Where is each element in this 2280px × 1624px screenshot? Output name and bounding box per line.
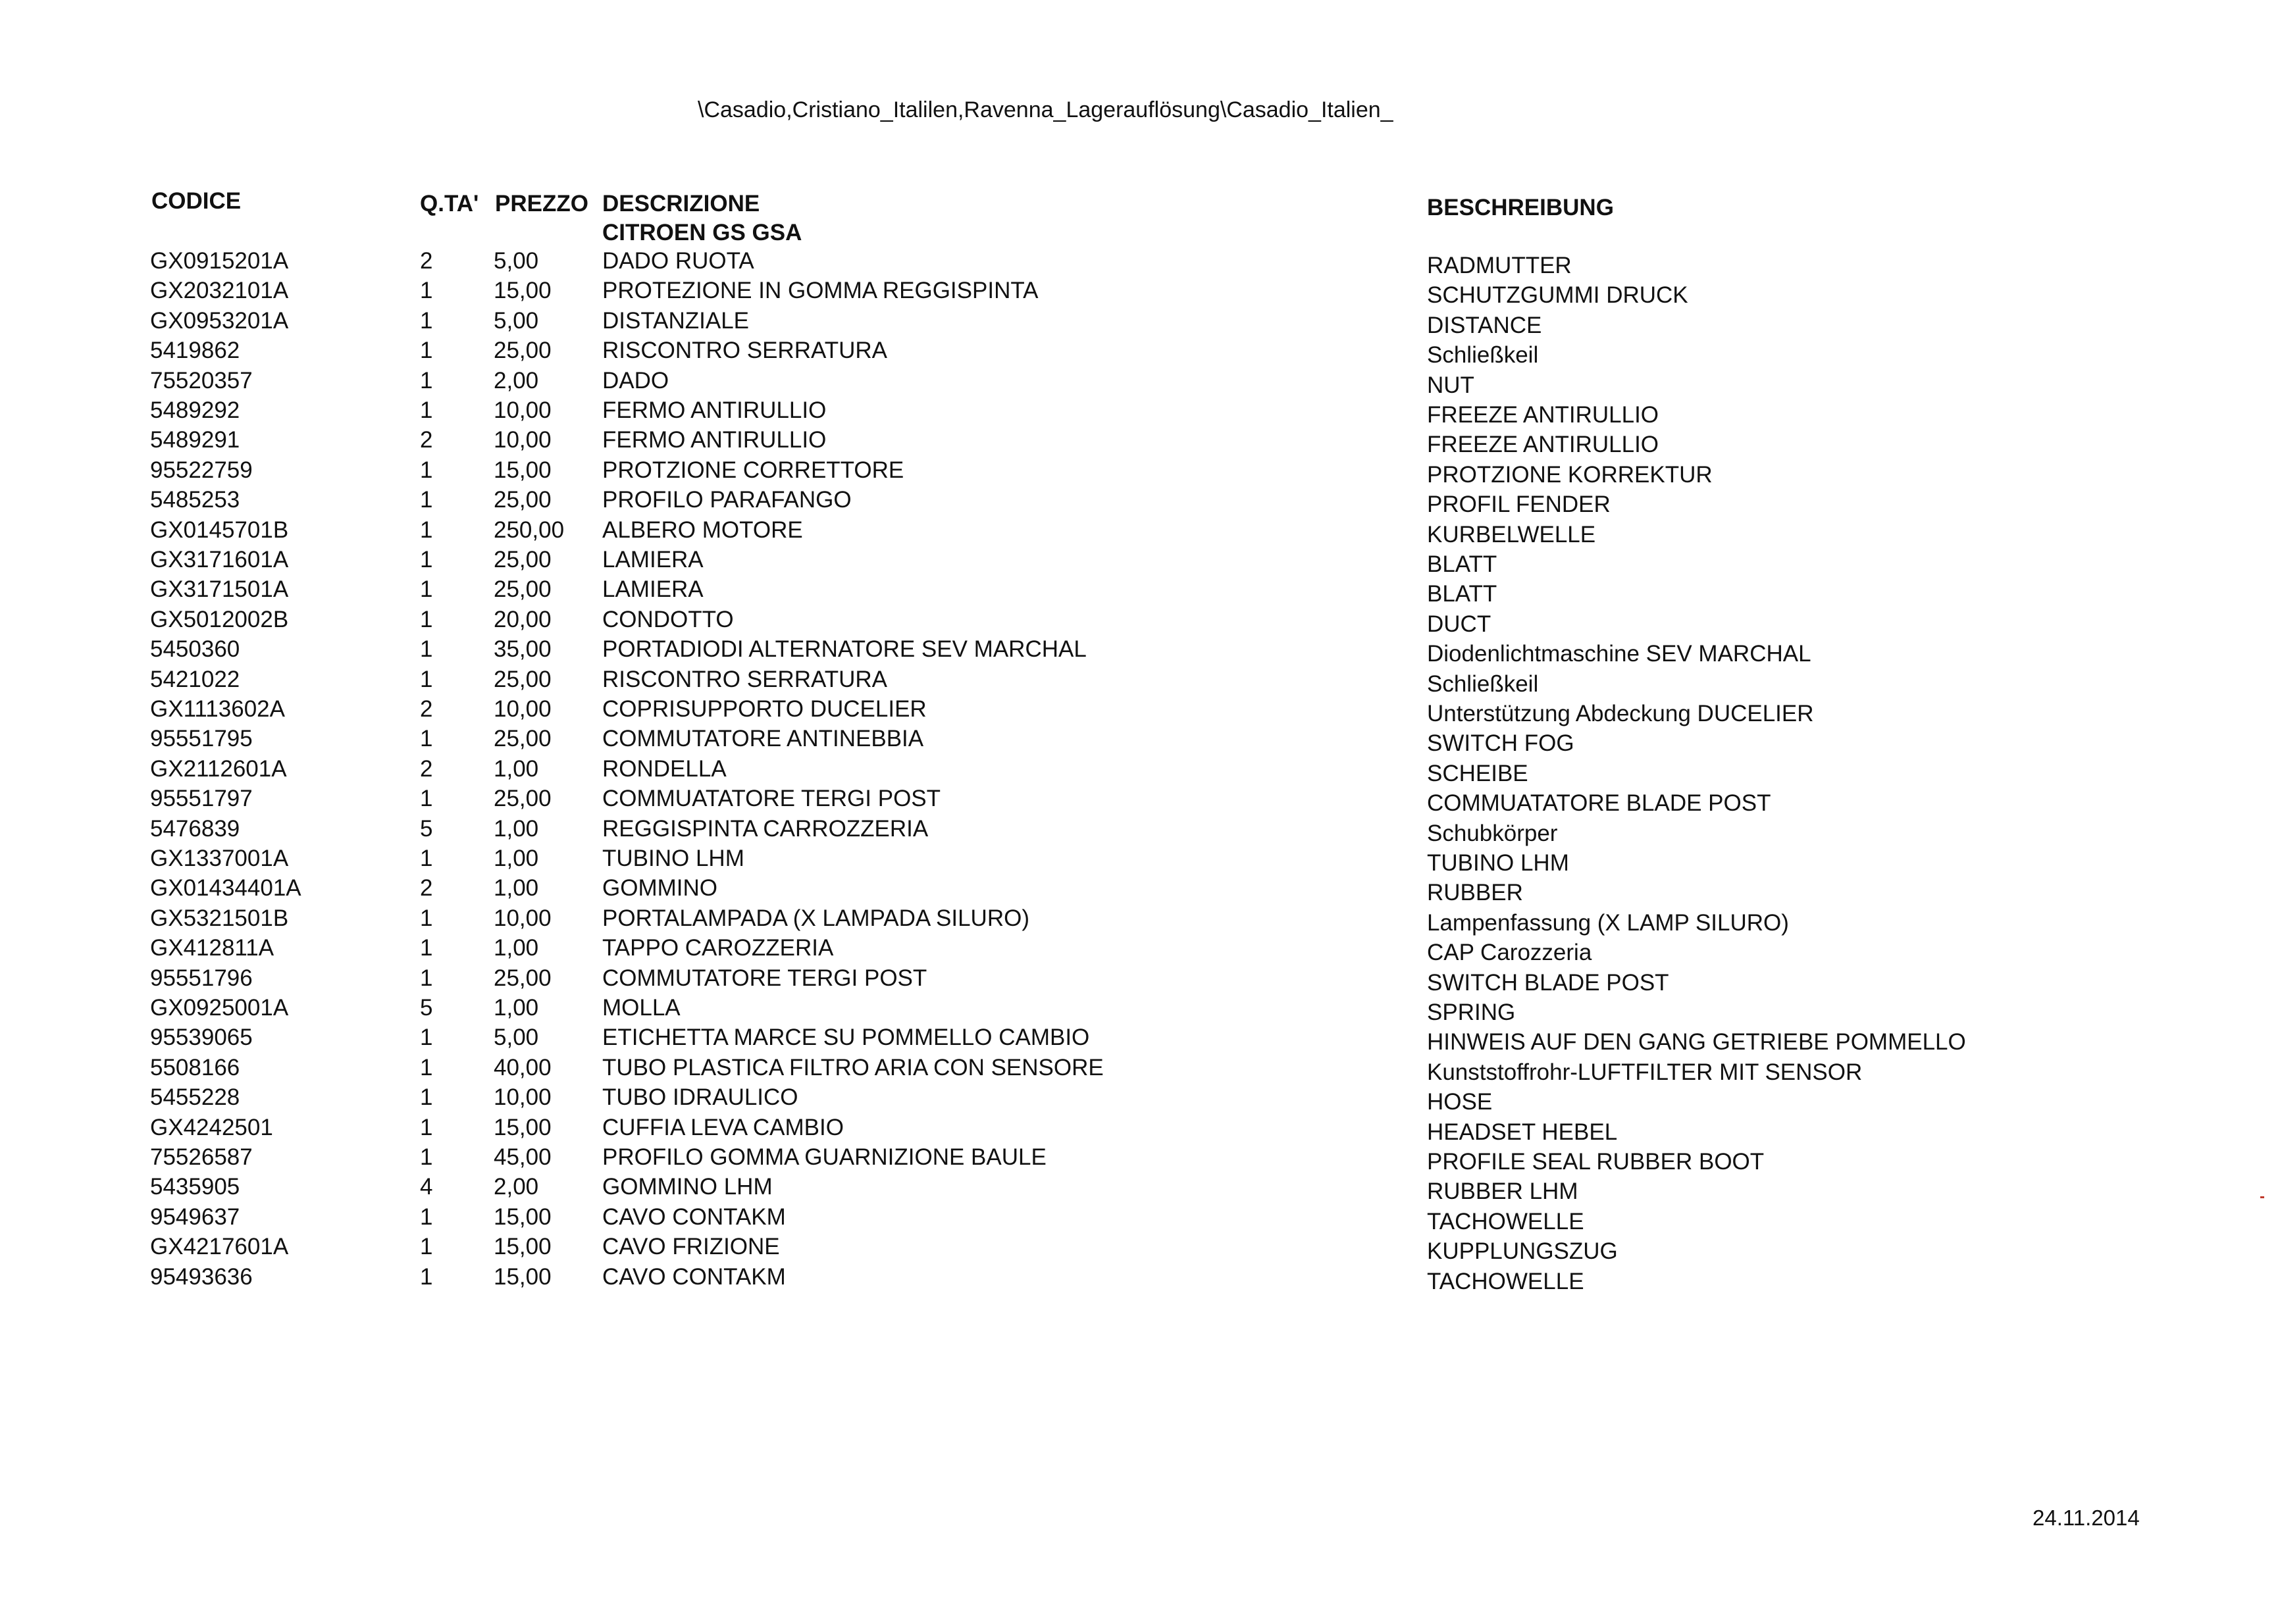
- description-de: Schubkörper: [1427, 820, 1558, 846]
- price: 1,00: [494, 846, 539, 871]
- description-it: PORTADIODI ALTERNATORE SEV MARCHAL: [602, 636, 1087, 663]
- description-de: SWITCH BLADE POST: [1427, 969, 1669, 996]
- description-de: DUCT: [1427, 611, 1491, 637]
- description-de: Kunststoffrohr-LUFTFILTER MIT SENSOR: [1427, 1059, 1863, 1085]
- description-it: TUBO PLASTICA FILTRO ARIA CON SENSORE: [602, 1054, 1104, 1080]
- description-it: DISTANZIALE: [602, 307, 750, 334]
- price: 15,00: [494, 1263, 552, 1290]
- description-de: Diodenlichtmaschine SEV MARCHAL: [1427, 641, 1811, 667]
- part-code: 95551797: [150, 786, 253, 812]
- table-row: [0, 306, 2280, 336]
- description-de: COMMUATATORE BLADE POST: [1427, 790, 1771, 817]
- table-row: [0, 336, 2280, 368]
- price: 1,00: [494, 995, 539, 1021]
- description-it: DADO: [602, 367, 669, 393]
- description-it: ALBERO MOTORE: [602, 517, 803, 543]
- document-path-header: \Casadio,Cristiano_Italilen,Ravenna_Lagerauflösung\Casadio_Italien_: [698, 97, 1393, 122]
- quantity: 1: [420, 367, 433, 393]
- part-code: GX5321501B: [150, 905, 289, 931]
- price: 15,00: [494, 278, 552, 304]
- price: 250,00: [494, 517, 565, 543]
- part-code: 95493636: [150, 1263, 253, 1290]
- quantity: 2: [420, 248, 433, 274]
- table-row: [0, 963, 2280, 996]
- description-de: TACHOWELLE: [1427, 1268, 1584, 1294]
- price: 25,00: [494, 726, 552, 752]
- part-code: GX412811A: [150, 935, 274, 961]
- quantity: 2: [420, 696, 433, 722]
- description-de: KUPPLUNGSZUG: [1427, 1238, 1618, 1265]
- description-de: RADMUTTER: [1427, 253, 1572, 278]
- quantity: 5: [420, 995, 433, 1021]
- description-de: TUBINO LHM: [1427, 850, 1569, 876]
- quantity: 1: [420, 905, 433, 931]
- description-it: DADO RUOTA: [602, 248, 754, 274]
- price: 15,00: [494, 1204, 552, 1230]
- description-de: HOSE: [1427, 1089, 1493, 1115]
- quantity: 1: [420, 786, 433, 812]
- quantity: 1: [420, 726, 433, 752]
- part-code: GX1337001A: [150, 846, 289, 871]
- quantity: 1: [420, 965, 433, 991]
- description-de: KURBELWELLE: [1427, 521, 1596, 547]
- table-row: [0, 485, 2280, 518]
- table-row: [0, 1232, 2280, 1265]
- price: 25,00: [494, 965, 552, 991]
- price: 25,00: [494, 487, 552, 513]
- description-it: TUBO IDRAULICO: [602, 1084, 798, 1111]
- part-code: GX3171601A: [150, 547, 289, 572]
- description-it: GOMMINO: [602, 875, 717, 901]
- table-row: [0, 574, 2280, 607]
- description-de: HEADSET HEBEL: [1427, 1119, 1618, 1145]
- description-it: COMMUTATORE TERGI POST: [602, 965, 927, 991]
- quantity: 1: [420, 576, 433, 603]
- part-code: GX01434401A: [150, 875, 301, 901]
- table-row: [0, 814, 2280, 844]
- part-code: 5435905: [150, 1174, 240, 1200]
- part-code: GX0925001A: [150, 995, 289, 1021]
- description-it: LAMIERA: [602, 576, 704, 603]
- description-de: PROTZIONE KORREKTUR: [1427, 461, 1713, 488]
- table-row: [0, 1172, 2280, 1205]
- table-row: [0, 844, 2280, 876]
- table-row: [0, 605, 2280, 637]
- table-row: [0, 784, 2280, 817]
- quantity: 1: [420, 397, 433, 423]
- description-it: COPRISUPPORTO DUCELIER: [602, 696, 927, 722]
- price: 5,00: [494, 1025, 539, 1051]
- price: 20,00: [494, 606, 552, 632]
- price: 45,00: [494, 1144, 552, 1170]
- quantity: 1: [420, 338, 433, 364]
- price: 2,00: [494, 367, 539, 393]
- table-row: [0, 366, 2280, 398]
- price: 15,00: [494, 1234, 552, 1260]
- description-de: SCHUTZGUMMI DRUCK: [1427, 282, 1688, 309]
- price: 10,00: [494, 905, 552, 931]
- table-row: [0, 515, 2280, 545]
- description-it: PORTALAMPADA (X LAMPADA SILURO): [602, 905, 1029, 931]
- quantity: 1: [420, 307, 433, 334]
- description-it: LAMIERA: [602, 547, 704, 572]
- description-de: Unterstützung Abdeckung DUCELIER: [1427, 701, 1814, 726]
- description-it: RISCONTRO SERRATURA: [602, 666, 887, 692]
- table-row: [0, 634, 2280, 667]
- description-de: BLATT: [1427, 551, 1497, 577]
- table-row: [0, 1113, 2280, 1145]
- part-code: 5489291: [150, 427, 240, 453]
- description-it: FERMO ANTIRULLIO: [602, 397, 827, 423]
- description-it: PROTZIONE CORRETTORE: [602, 457, 904, 483]
- part-code: 5419862: [150, 338, 240, 364]
- part-code: 95551796: [150, 965, 253, 991]
- part-code: 5476839: [150, 815, 240, 842]
- table-row: [0, 1082, 2280, 1115]
- description-it: TUBINO LHM: [602, 846, 744, 871]
- description-it: CUFFIA LEVA CAMBIO: [602, 1114, 844, 1140]
- quantity: 1: [420, 1144, 433, 1170]
- price: 25,00: [494, 786, 552, 812]
- quantity: 1: [420, 935, 433, 961]
- column-header-beschreibung: BESCHREIBUNG: [1427, 195, 1614, 220]
- part-code: GX5012002B: [150, 606, 289, 632]
- price: 5,00: [494, 248, 539, 274]
- price: 1,00: [494, 935, 539, 961]
- table-row: [0, 455, 2280, 488]
- description-it: RISCONTRO SERRATURA: [602, 338, 887, 364]
- column-header-qty: Q.TA': [420, 191, 479, 216]
- price: 10,00: [494, 397, 552, 423]
- table-row: [0, 903, 2280, 936]
- quantity: 1: [420, 1114, 433, 1140]
- part-code: GX2112601A: [150, 755, 287, 782]
- price: 1,00: [494, 815, 539, 842]
- part-code: GX1113602A: [150, 696, 285, 722]
- description-it: TAPPO CAROZZERIA: [602, 935, 834, 961]
- price: 10,00: [494, 427, 552, 453]
- quantity: 1: [420, 846, 433, 871]
- quantity: 1: [420, 487, 433, 513]
- quantity: 1: [420, 1234, 433, 1260]
- description-de: SCHEIBE: [1427, 760, 1528, 786]
- description-de: RUBBER LHM: [1427, 1179, 1578, 1205]
- description-it: MOLLA: [602, 995, 681, 1021]
- description-it: REGGISPINTA CARROZZERIA: [602, 815, 929, 842]
- quantity: 1: [420, 636, 433, 663]
- price: 2,00: [494, 1174, 539, 1200]
- table-row: [0, 694, 2280, 724]
- description-de: NUT: [1427, 372, 1474, 398]
- description-it: RONDELLA: [602, 755, 727, 782]
- quantity: 2: [420, 755, 433, 782]
- price: 1,00: [494, 875, 539, 901]
- description-it: PROFILO GOMMA GUARNIZIONE BAULE: [602, 1144, 1047, 1170]
- quantity: 1: [420, 1025, 433, 1051]
- description-de: FREEZE ANTIRULLIO: [1427, 432, 1659, 458]
- price: 25,00: [494, 338, 552, 364]
- description-de: DISTANCE: [1427, 312, 1542, 338]
- price: 25,00: [494, 547, 552, 572]
- description-de: Schließkeil: [1427, 671, 1539, 697]
- description-de: RUBBER: [1427, 880, 1523, 906]
- description-de: TACHOWELLE: [1427, 1208, 1584, 1234]
- description-de: PROFIL FENDER: [1427, 492, 1611, 518]
- description-de: FREEZE ANTIRULLIO: [1427, 402, 1659, 428]
- quantity: 1: [420, 457, 433, 483]
- part-code: 95551795: [150, 726, 253, 752]
- description-de: SWITCH FOG: [1427, 730, 1574, 757]
- table-row: [0, 1142, 2280, 1175]
- description-de: Schließkeil: [1427, 342, 1539, 368]
- scan-mark: [2260, 1196, 2264, 1198]
- table-row: [0, 933, 2280, 966]
- table-row: [0, 276, 2280, 309]
- part-code: GX0145701B: [150, 517, 289, 543]
- document-date: 24.11.2014: [2033, 1506, 2140, 1530]
- price: 5,00: [494, 307, 539, 334]
- description-it: GOMMINO LHM: [602, 1174, 773, 1200]
- table-row: [0, 1202, 2280, 1232]
- description-it: COMMUTATORE ANTINEBBIA: [602, 726, 924, 752]
- price: 25,00: [494, 576, 552, 603]
- part-code: 95522759: [150, 457, 253, 483]
- column-header-code: CODICE: [151, 188, 242, 214]
- description-it: CAVO CONTAKM: [602, 1263, 786, 1290]
- table-row: [0, 993, 2280, 1023]
- description-it: PROTEZIONE IN GOMMA REGGISPINTA: [602, 278, 1039, 304]
- description-de: HINWEIS AUF DEN GANG GETRIEBE POMMELLO: [1427, 1029, 1966, 1055]
- part-code: 5421022: [150, 666, 240, 692]
- quantity: 5: [420, 815, 433, 842]
- part-code: 75526587: [150, 1144, 253, 1170]
- table-row: [0, 246, 2280, 276]
- price: 15,00: [494, 1114, 552, 1140]
- quantity: 1: [420, 1263, 433, 1290]
- description-it: CAVO FRIZIONE: [602, 1234, 780, 1260]
- quantity: 1: [420, 666, 433, 692]
- quantity: 1: [420, 606, 433, 632]
- part-code: 5455228: [150, 1084, 240, 1111]
- price: 25,00: [494, 666, 552, 692]
- price: 40,00: [494, 1054, 552, 1080]
- table-row: [0, 395, 2280, 428]
- part-code: GX4217601A: [150, 1234, 289, 1260]
- part-code: 5450360: [150, 636, 240, 663]
- quantity: 1: [420, 1084, 433, 1111]
- quantity: 1: [420, 547, 433, 572]
- part-code: 5485253: [150, 487, 240, 513]
- quantity: 1: [420, 278, 433, 304]
- part-code: 95539065: [150, 1025, 253, 1051]
- quantity: 2: [420, 427, 433, 453]
- table-row: [0, 1262, 2280, 1292]
- price: 35,00: [494, 636, 552, 663]
- table-row: [0, 754, 2280, 784]
- part-code: GX0953201A: [150, 307, 289, 334]
- part-code: GX2032101A: [150, 278, 289, 304]
- price: 1,00: [494, 755, 539, 782]
- table-row: [0, 425, 2280, 458]
- table-row: [0, 724, 2280, 757]
- price: 10,00: [494, 696, 552, 722]
- table-row: [0, 873, 2280, 906]
- part-code: GX4242501: [150, 1114, 273, 1140]
- part-code: 5489292: [150, 397, 240, 423]
- description-de: Lampenfassung (X LAMP SILURO): [1427, 909, 1789, 936]
- table-row: [0, 1053, 2280, 1085]
- description-it: PROFILO PARAFANGO: [602, 487, 852, 513]
- description-it: COMMUATATORE TERGI POST: [602, 786, 941, 812]
- description-de: SPRING: [1427, 1000, 1516, 1025]
- quantity: 1: [420, 517, 433, 543]
- description-it: CONDOTTO: [602, 606, 734, 632]
- quantity: 1: [420, 1054, 433, 1080]
- price: 10,00: [494, 1084, 552, 1111]
- price: 15,00: [494, 457, 552, 483]
- table-row: [0, 1023, 2280, 1055]
- quantity: 4: [420, 1174, 433, 1200]
- description-it: FERMO ANTIRULLIO: [602, 427, 827, 453]
- part-code: GX0915201A: [150, 248, 289, 274]
- quantity: 2: [420, 875, 433, 901]
- table-row: [0, 545, 2280, 577]
- table-row: [0, 665, 2280, 697]
- column-header-description: DESCRIZIONE: [602, 191, 760, 216]
- part-code: 9549637: [150, 1204, 240, 1230]
- description-it: CAVO CONTAKM: [602, 1204, 786, 1230]
- description-de: BLATT: [1427, 581, 1497, 607]
- part-code: GX3171501A: [150, 576, 289, 603]
- description-it: ETICHETTA MARCE SU POMMELLO CAMBIO: [602, 1025, 1090, 1051]
- description-de: PROFILE SEAL RUBBER BOOT: [1427, 1149, 1765, 1175]
- quantity: 1: [420, 1204, 433, 1230]
- part-code: 75520357: [150, 367, 253, 393]
- section-heading: CITROEN GS GSA: [602, 220, 802, 245]
- part-code: 5508166: [150, 1054, 240, 1080]
- column-header-price: PREZZO: [495, 191, 588, 216]
- description-de: CAP Carozzeria: [1427, 940, 1592, 966]
